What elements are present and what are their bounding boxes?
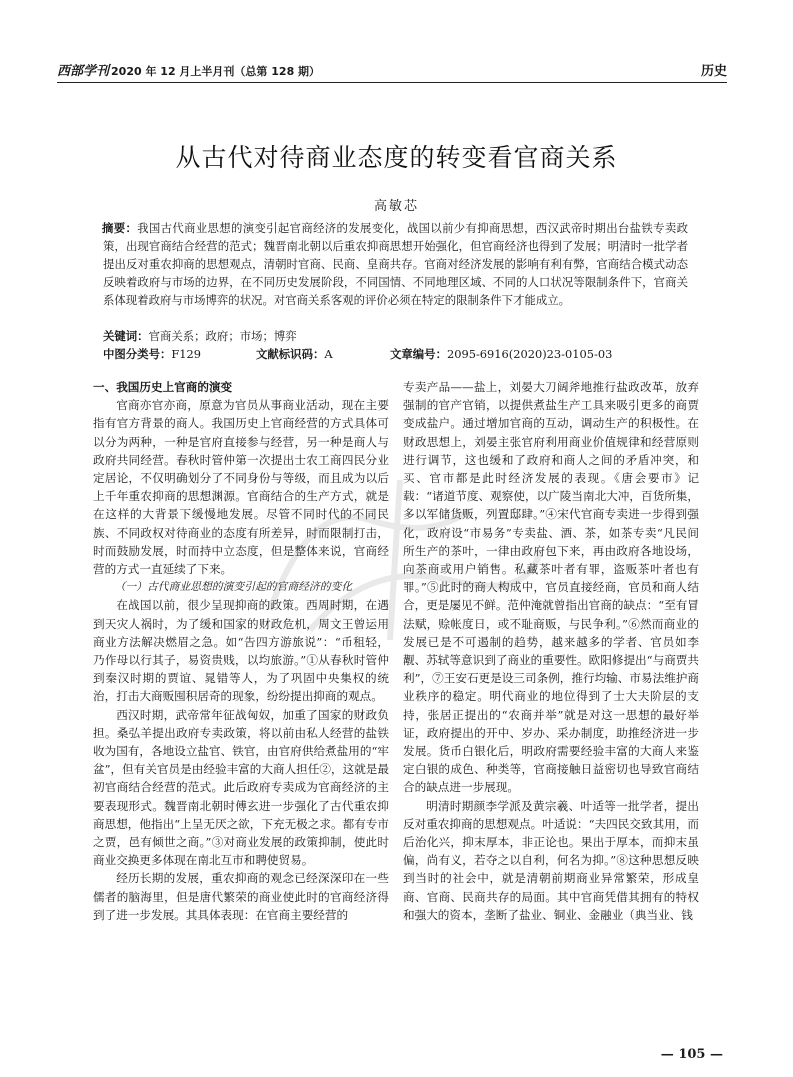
subsection-heading: （一）古代商业思想的演变引起的官商经济的变化 <box>114 580 353 594</box>
author-name: 高敏芯 <box>373 199 419 214</box>
keywords <box>103 327 688 345</box>
clc-number <box>103 345 201 363</box>
doc-code <box>256 345 333 363</box>
doc-label: 文献标识码： <box>256 347 325 361</box>
keywords-text: 官商关系；政府；市场；博弈 <box>148 329 297 343</box>
paragraph: 在战国以前，很少呈现抑商的政策。西周时期，在遇到天灾人祸时，为了缓和国家的财政危机，周文王曾运用商业方法解决燃眉之急。如“告四方游旅说”：“币租轻，乃作母以行其子，易资贵贱，以均旅游。”①从春秋时管仲到秦汉时期的贾谊、晁错等人，为了巩固中央集权的统治，打击大商贩囤积居奇的现象，纷纷提出抑商的观点。 <box>93 598 389 704</box>
journal-name: 西部学刊 <box>57 64 110 79</box>
abstract-text: 我国古代商业思想的演变引起官商经济的发展变化，战国以前少有抑商思想，西汉武帝时期出台盐铁专卖政策，出现官商结合经营的范式；魏晋南北朝以后重农抑商思想开始强化，但官商经济也得到了发展；明清时一批学者提出反对重农抑商的思想观点，清朝时官商、民商、皇商共存。官商对经济发展的影响有利有弊，官商结合模式动态反映着政府与市场的边界，在不同历史发展阶段，不同国情、不同地理区域、不同的人口状况等限制条件下，官商关系体现着政府与市场博弈的状况。对官商关系客观的评价必须在特定的限制条件下才能成立。 <box>103 221 688 307</box>
section-heading: 一、我国历史上官商的演变 <box>93 380 233 394</box>
paragraph: 经历长期的发展，重农抑商的观念已经深深印在一些儒者的脑海里，但是唐代繁荣的商业使此时的官商经济得到了进一步发展。其具体表现：在官商主要经营的 <box>93 871 389 922</box>
article-title: 从古代对待商业态度的转变看官商关系 <box>175 143 618 172</box>
art-label: 文章编号： <box>390 347 447 361</box>
paragraph: 明清时期颜李学派及黄宗羲、叶适等一批学者，提出反对重农抑商的思想观点。叶适说：“夫四民交致其用，而后治化兴，抑末厚本，非正论也。果出于厚本，而抑末虽偏，尚有义，若夺之以自利，何名为抑。”⑧这种思想反映到当时的社会中，就是清朝前期商业异常繁荣，形成皇商、官商、民商共存的局面。其中官商凭借其拥有的特权和强大的资本，垄断了盐业、铜业、金融业（典当业、钱 <box>403 798 699 922</box>
page-number: — 105 — <box>660 1047 723 1062</box>
clc-label: 中图分类号： <box>103 347 172 361</box>
left-column <box>93 378 389 924</box>
article-number <box>390 345 612 363</box>
clc-value: F129 <box>171 347 202 361</box>
article-meta <box>103 345 688 363</box>
section-label: 历史 <box>700 64 727 79</box>
running-header <box>57 56 727 83</box>
doc-value: A <box>324 347 333 361</box>
abstract <box>103 219 688 309</box>
paragraph: 专卖产品——盐上，刘晏大刀阔斧地推行盐政改革，放弃强制的官产官销，以提供煮盐生产工具来吸引更多的商贾变成盐户。通过增加官商的互动，调动生产的积极性。在财政思想上，刘晏主张官府利用商业价值规律和经营原则进行调节，这也缓和了政府和商人之间的矛盾冲突，和买、官市都是此时经济发展的表现。《唐会要市》记载：“诸道节度、观察使，以广陵当南北大冲，百货所集，多以军储货贩，列置邸肆。”④宋代官商专卖进一步得到强化，政府设“市易务”专卖盐、酒、茶，如茶专卖“凡民间所生产的茶叶，一律由政府包下来，再由政府各地设场，向茶商或用户销售。私藏茶叶者有罪，盗贩茶叶者也有罪。”⑤此时的商人构成中，官员直接经商，官员和商人结合，更是屡见不鲜。范仲淹就曾指出官商的缺点：“至有冒法赋，赊帐度日，或不耻商贩，与民争利。”⑥然而商业的发展已是不可遏制的趋势，越来越多的学者、官员如李觏、苏轼等意识到了商业的重要性。欧阳修提出“与商贾共利”，⑦王安石更是设三司条例，推行均输、市易法维护商业秩序的稳定。明代商业的地位得到了士大夫阶层的支持，张居正提出的“农商并举”就是对这一思想的最好举证，政府提出的开中、岁办、采办制度，助推经济进一步发展。货币白银化后，明政府需要经验丰富的大商人来鉴定白银的成色、种类等，官商接触日益密切也导致官商结合的缺点进一步展现。 <box>403 380 699 795</box>
art-value: 2095-6916(2020)23-0105-03 <box>446 347 613 361</box>
issue-info: 2020 年 12 月上半月刊（总第 128 期） <box>111 65 321 78</box>
paragraph: 西汉时期，武帝常年征战匈奴，加重了国家的财政负担。桑弘羊提出政府专卖政策，将以前由私人经营的盐铁收为国有，各地设立盐官、铁官，由官府供给煮盐用的“牢盆”，但有关官员是由经验丰富的大商人担任②，这就是最初官商结合经营的范式。此后政府专卖成为官商经济的主要表现形式。魏晋南北朝时傅玄进一步强化了古代重农抑商思想，他指出“上呈无厌之欲，下充无极之求。都有专市之贾，邑有倾世之商。”③对商业发展的政策抑制，使此时商业交换更多体现在南北互市和聘使贸易。 <box>93 707 389 868</box>
paragraph: 官商亦官亦商，原意为官员从事商业活动，现在主要指有官方背景的商人。我国历史上官商经营的方式具体可以分为两种，一种是官府直接参与经营，另一种是商人与政府共同经营。春秋时管仲第一次提出士农工商四民分业定居论，不仅明确划分了不同身份与等级，而且成为以后上千年重农抑商的思想渊源。官商结合的生产方式，就是在这样的大背景下缓慢地发展。尽管不同时代的不同民族、不同政权对待商业的态度有所差异，时而限制打击，时而鼓励发展，时而持中立态度，但是整体来说，官商经营的方式一直延续了下来。 <box>93 398 389 577</box>
right-column <box>403 378 699 924</box>
abstract-label: 摘要： <box>102 221 138 235</box>
header-journal-info <box>57 60 320 79</box>
keywords-label: 关键词： <box>103 329 149 343</box>
